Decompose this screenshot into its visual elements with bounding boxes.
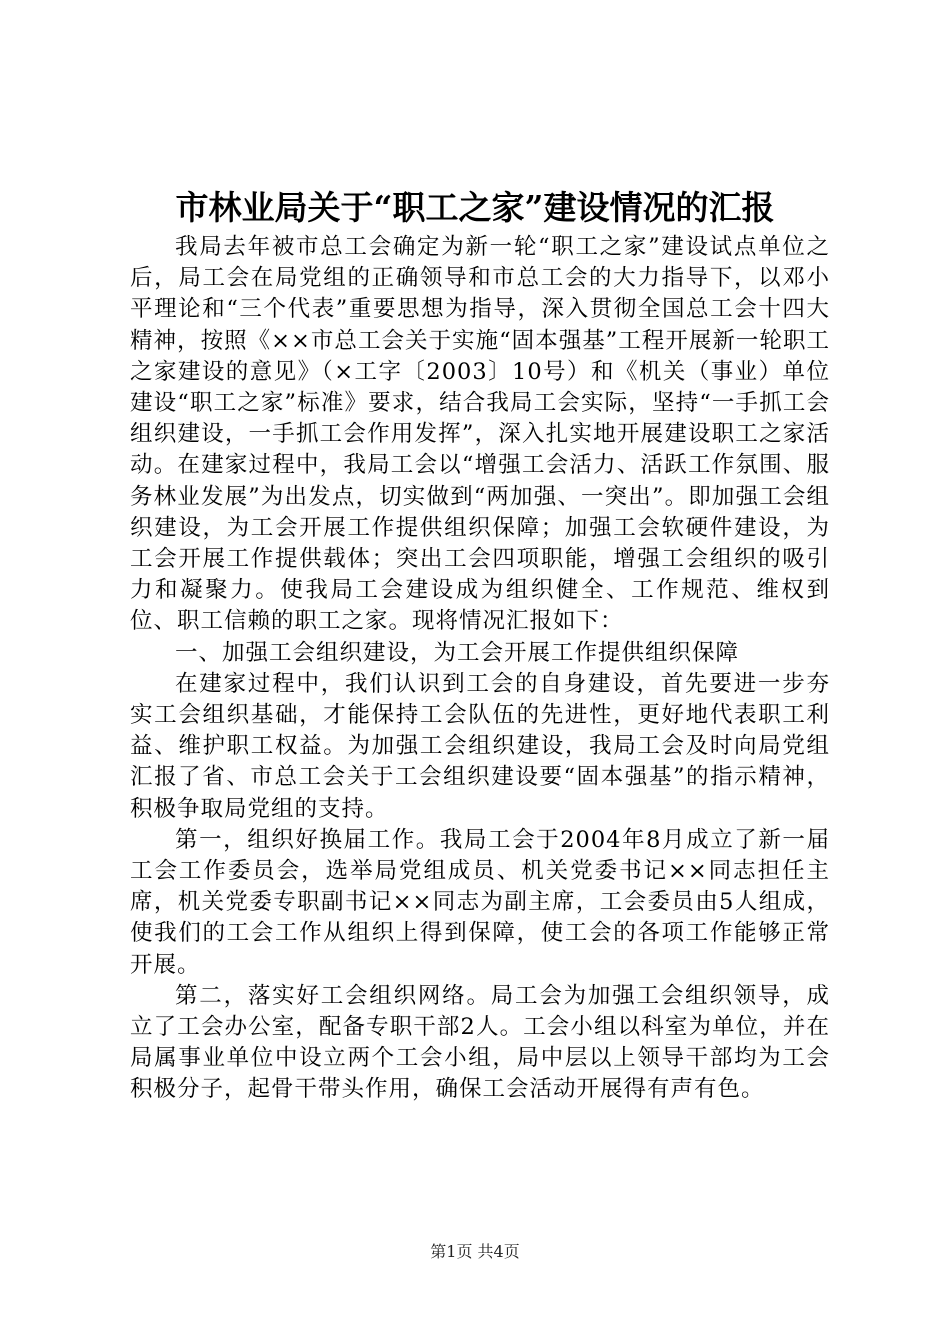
intro-paragraph: 我局去年被市总工会确定为新一轮“职工之家”建设试点单位之后，局工会在局党组的正确领导和市总工会的大力指导下，以邓小平理论和“三个代表”重要思想为指导，深入贯彻全国总工会十四大精神，按照《××市总工会关于实施“固本强基”工程开展新一轮职工之家建设的意见》（×工字〔2003〕10号）和《机关（事业）单位建设“职工之家”标准》要求，结合我局工会实际，坚持“一手抓工会组织建设，一手抓工会作用发挥”，深入扎实地开展建设职工之家活动。在建家过程中，我局工会以“增强工会活力、活跃工作氛围、服务林业发展”为出发点，切实做到“两加强、一突出”。即加强工会组织建设，为工会开展工作提供组织保障；加强工会软硬件建设，为工会开展工作提供载体；突出工会四项职能，增强工会组织的吸引力和凝聚力。使我局工会建设成为组织健全、工作规范、维权到位、职工信赖的职工之家。现将情况汇报如下：	[130, 234, 830, 635]
point-2-paragraph: 第二，落实好工会组织网络。局工会为加强工会组织领导，成立了工会办公室，配备专职干部2人。工会小组以科室为单位，并在局属事业单位中设立两个工会小组，局中层以上领导干部均为工会积极分子，起骨干带头作用，确保工会活动开展得有声有色。	[130, 982, 830, 1103]
section-1-paragraph: 在建家过程中，我们认识到工会的自身建设，首先要进一步夯实工会组织基础，才能保持工会队伍的先进性，更好地代表职工利益、维护职工权益。为加强工会组织建设，我局工会及时向局党组汇报了省、市总工会关于工会组织建设要“固本强基”的指示精神，积极争取局党组的支持。	[130, 670, 830, 822]
page-footer: 第1页 共4页	[430, 1242, 520, 1261]
point-1-paragraph: 第一，组织好换届工作。我局工会于2004年8月成立了新一届工会工作委员会，选举局党组成员、机关党委书记××同志担任主席，机关党委专职副书记××同志为副主席，工会委员由5人组成，使我们的工会工作从组织上得到保障，使工会的各项工作能够正常开展。	[130, 826, 830, 978]
document-body	[130, 232, 830, 1106]
document-title: 市林业局关于“职工之家”建设情况的汇报	[175, 188, 775, 227]
section-heading-1: 一、加强工会组织建设，为工会开展工作提供组织保障	[175, 639, 740, 666]
